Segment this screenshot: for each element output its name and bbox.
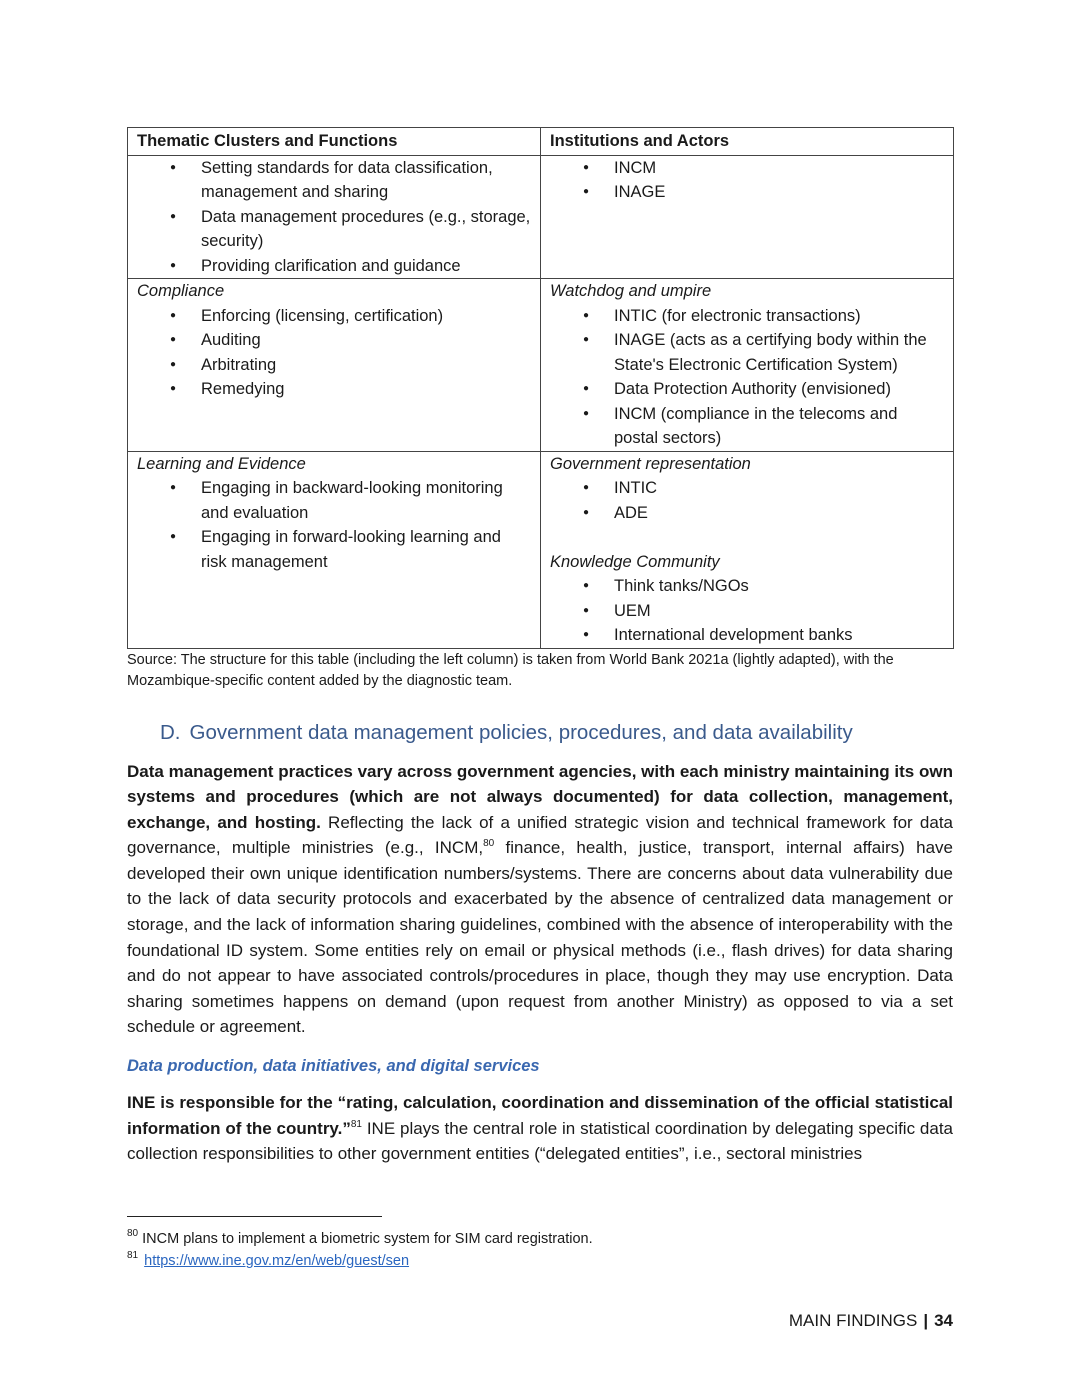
footnote-divider	[127, 1216, 382, 1217]
list-item: ● Remedying	[137, 377, 531, 402]
bullet-list	[550, 574, 944, 648]
section-heading	[160, 719, 953, 747]
list-item: ● Setting standards for data classification, management and sharing	[137, 156, 531, 205]
column-header-thematic-clusters: Thematic Clusters and Functions	[128, 128, 541, 156]
framework-table	[127, 127, 954, 649]
list-item: ● Auditing	[137, 328, 531, 353]
footnote-number: 80	[127, 1228, 139, 1239]
list-item: ● Think tanks/NGOs	[550, 574, 944, 599]
footer-section: MAIN FINDINGS	[788, 1311, 918, 1330]
bullet-list	[137, 304, 531, 402]
cell-thematic	[128, 451, 541, 648]
list-item: ● INTIC (for electronic transactions)	[550, 304, 944, 329]
section-label: D.	[160, 720, 181, 744]
bullet-list	[550, 156, 944, 205]
list-item: ● Data management procedures (e.g., storage, security)	[137, 205, 531, 254]
footnote-ref-81[interactable]: 81	[350, 1118, 362, 1130]
list-item: ● Arbitrating	[137, 353, 531, 378]
list-item: ● UEM	[550, 599, 944, 624]
bullet-list	[550, 304, 944, 451]
table-row	[128, 155, 954, 279]
footer-separator: |	[923, 1311, 929, 1330]
bullet-list	[137, 476, 531, 574]
footnote-81	[127, 1250, 593, 1272]
table-header-row	[128, 128, 954, 156]
paragraph-lead: INE is responsible for the “rating, calculation, coordination and dissemination of the official statistical information of the country.”	[127, 1093, 953, 1138]
cell-institutions	[541, 279, 954, 452]
page-footer	[789, 1311, 953, 1331]
footnote-text: INCM plans to implement a biometric system for SIM card registration.	[142, 1231, 593, 1247]
cell-thematic	[128, 155, 541, 279]
cell-institutions	[541, 155, 954, 279]
footnote-ref-80[interactable]: 80	[483, 838, 495, 850]
list-item: ● INAGE	[550, 180, 944, 205]
table-row	[128, 279, 954, 452]
cell-thematic	[128, 279, 541, 452]
spacer	[550, 525, 944, 550]
list-item: ● Providing clarification and guidance	[137, 254, 531, 279]
cluster-label: Learning and Evidence	[137, 454, 306, 473]
cluster-label: Compliance	[137, 282, 225, 300]
paragraph-text: INE plays the central role in statistical coordination by delegating specific data collection responsibilities to other government entities (“delegated entities”, i.e., sectoral ministries	[127, 1118, 954, 1164]
list-item: ● Engaging in forward-looking learning and risk management	[137, 525, 531, 574]
list-item: ● INCM	[550, 156, 944, 181]
column-header-institutions: Institutions and Actors	[541, 128, 954, 156]
list-item: ● ADE	[550, 501, 944, 526]
subheading: Data production, data initiatives, and digital services	[127, 1057, 540, 1076]
paragraph-text: Reflecting the lack of a unified strategic vision and technical framework for data governance, multiple ministries (e.g., INCM,	[127, 812, 953, 858]
footnote-80	[127, 1228, 593, 1250]
list-item: ● INCM (compliance in the telecoms and postal sectors)	[550, 402, 944, 451]
list-item: ● Engaging in backward-looking monitoring and evaluation	[137, 476, 531, 525]
list-item: ● International development banks	[550, 623, 944, 648]
list-item: ● Data Protection Authority (envisioned)	[550, 377, 944, 402]
list-item: ● INAGE (acts as a certifying body within the State's Electronic Certification System)	[550, 328, 944, 377]
page-content	[127, 127, 953, 1167]
page-number: 34	[934, 1311, 953, 1330]
footnotes	[127, 1228, 593, 1272]
bullet-list	[550, 476, 944, 525]
table-row	[128, 451, 954, 648]
section-title: Government data management policies, procedures, and data availability	[189, 720, 853, 744]
list-item: ● INTIC	[550, 476, 944, 501]
bullet-list	[137, 156, 531, 279]
table-source-note: Source: The structure for this table (including the left column) is taken from World Bank 2021a (lightly adapted), with the Mozambique-specific content added by the diagnostic team.	[127, 651, 894, 689]
actor-group-label: Knowledge Community	[550, 552, 720, 571]
paragraph-text: finance, health, justice, transport, internal affairs) have developed their own unique identification numbers/systems. There are concerns about data vulnerability due to the lack of data security protocols and exacerbated by the absence of centralized data management or storage, and the lack of information sharing guidelines, combined with the absence of interoperability with the foundational ID system. Some entities rely on email or physical methods (i.e., flash drives) for data sharing and do not appear to have associated controls/procedures in place, though they may use encryption. Data sharing sometimes happens on demand (upon request from another Ministry) as opposed to via a set schedule or agreement.	[127, 838, 953, 1037]
list-item: ● Enforcing (licensing, certification)	[137, 304, 531, 329]
cell-institutions	[541, 451, 954, 648]
paragraph-lead: Data management practices vary across government agencies, with each ministry maintaining its own systems and procedures (which are not always documented) for data collection, management, exchange, and hosting.	[127, 761, 953, 832]
footnote-link[interactable]: https://www.ine.gov.mz/en/web/guest/sen	[144, 1253, 410, 1269]
footnote-number: 81	[127, 1250, 139, 1261]
paragraph-ine	[127, 1090, 953, 1167]
actor-group-label: Watchdog and umpire	[550, 282, 712, 300]
paragraph-data-management	[127, 759, 953, 1041]
actor-group-label: Government representation	[550, 454, 751, 473]
